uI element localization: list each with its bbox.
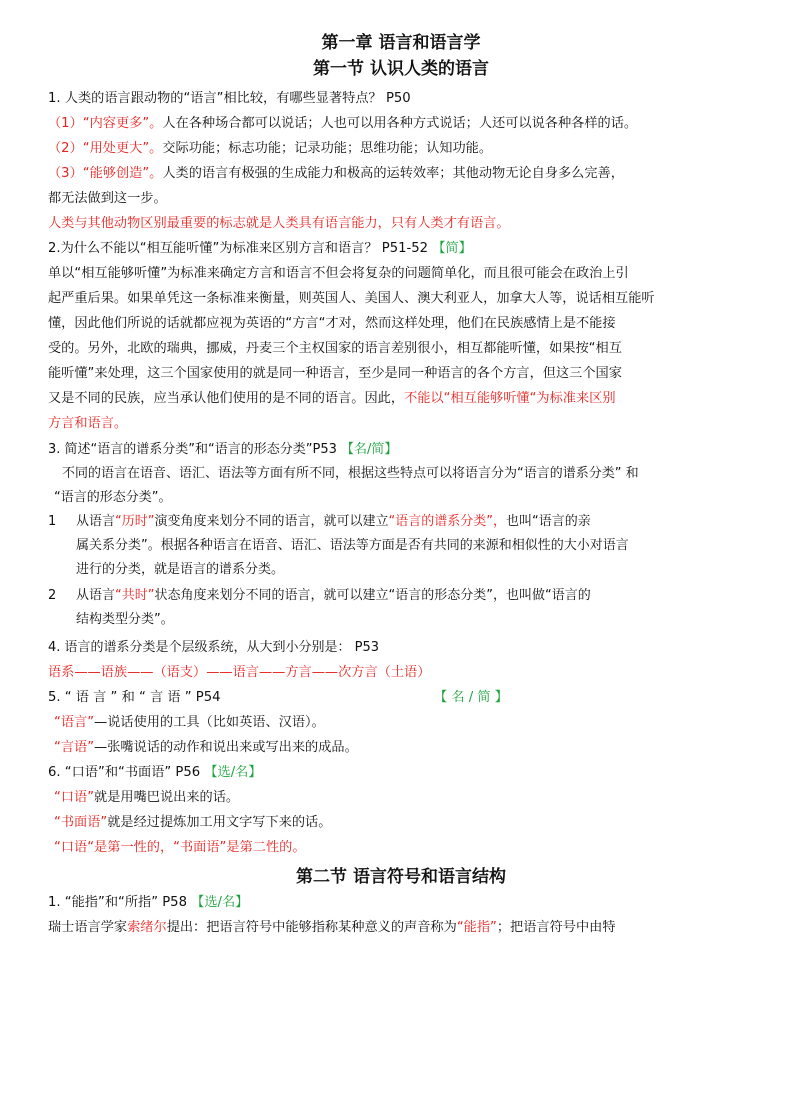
q1-point-3-cont: 都无法做到这一步。	[48, 191, 167, 206]
q5-def-a-text: —说话使用的工具（比如英语、汉语）。	[94, 715, 325, 730]
s2q1-text: 1. “能指”和“所指” P58	[48, 895, 192, 910]
section-title: 第二节 语言符号和语言结构	[296, 867, 506, 887]
s2q1-key: “能指”	[456, 920, 497, 935]
q1-point-3-key: （3）“能够创造”。	[48, 166, 163, 181]
q2-tag: 【简】	[432, 241, 472, 256]
q2-line6-text: 又是不同的民族，应当承认他们使用的是不同的语言。因此，	[48, 391, 405, 406]
q5-tag: 【 名 / 简 】	[434, 690, 508, 705]
q3-item-1-line2: 属关系分类”。根据各种语言在语音、语汇、语法等方面是否有共同的来源和相似性的大小对语言	[76, 538, 629, 553]
q3-item-2-text: 状态角度来划分不同的语言，就可以建立“语言的形态分类”，也叫做“语言的	[154, 588, 591, 603]
q1-point-1-text: 人在各种场合都可以说话；人也可以用各种方式说话；人还可以说各种各样的话。	[162, 116, 638, 131]
s2q1-answer-text: 瑞士语言学家	[48, 920, 128, 935]
q3-item-2-text: 从语言	[76, 588, 116, 603]
s2q1-answer-text: 提出：把语言符号中能够指称某种意义的声音称为	[166, 920, 457, 935]
q3-item-2-key: “共时”	[115, 588, 155, 603]
q3-item-1-text: 从语言	[76, 514, 116, 529]
q6-def-b-text: 就是经过提炼加工用文字写下来的话。	[107, 815, 332, 830]
q2-line: 受的。另外，北欧的瑞典，挪威，丹麦三个主权国家的语言差别很小，相互都能听懂，如果按“相互	[48, 341, 622, 356]
q1-point-2-text: 交际功能；标志功能；记录功能；思维功能；认知功能。	[162, 141, 493, 156]
q3-item-2	[48, 584, 754, 632]
q1-point-3	[48, 161, 754, 186]
q2-line: 懂，因此他们所说的话就都应视为英语的“方言“才对，然而这样处理，他们在民族感情上是不能接	[48, 316, 616, 331]
q4-answer: 语系——语族——（语支）——语言——方言——次方言（土语）	[48, 665, 431, 680]
q3-intro: 不同的语言在语音、语汇、语法等方面有所不同，根据这些特点可以将语言分为“语言的谱系分类” 和	[62, 466, 639, 481]
question-5	[48, 685, 754, 710]
q3-item-2-number: 2	[48, 588, 57, 603]
q5-def-b	[48, 735, 754, 760]
q6-def-a	[48, 785, 754, 810]
q2-line: 能听懂”来处理，这三个国家使用的就是同一种语言，至少是同一种语言的各个方言，但这三个国家	[48, 366, 622, 381]
q2-line: 起严重后果。如果单凭这一条标准来衡量，则英国人、美国人、澳大利亚人，加拿大人等，说话相互能听	[48, 291, 655, 306]
s2q1-answer-text: ；把语言符号中由特	[496, 920, 616, 935]
s2q1-tag: 【选/名】	[191, 895, 249, 910]
q6-def-a-text: 就是用嘴巴说出来的话。	[94, 790, 240, 805]
q2-text: 2.为什么不能以“相互能听懂”为标准来区别方言和语言？ P51-52	[48, 241, 433, 256]
q3-item-1-text: 演变角度来划分不同的语言，就可以建立	[154, 514, 389, 529]
q3-tag: 【名/简】	[341, 442, 398, 457]
s2q1-answer	[48, 915, 754, 940]
q3-intro-cont: “语言的形态分类”。	[54, 490, 172, 505]
q6-def-b	[48, 810, 754, 835]
q1-point-2-key: （2）“用处更大”。	[48, 141, 163, 156]
question-2	[48, 236, 754, 261]
q1-point-1	[48, 111, 754, 136]
q3-item-2-line2: 结构类型分类”。	[76, 612, 174, 627]
q3-item-1-text: 也叫“语言的亲	[506, 514, 591, 529]
q1-conclusion: 人类与其他动物区别最重要的标志就是人类具有语言能力，只有人类才有语言。	[48, 216, 510, 231]
s2q1-person-name: 索绪尔	[127, 920, 167, 935]
q3-item-1-key: “历时”	[115, 514, 155, 529]
q6-conclusion: “口语“是第一性的，“书面语”是第二性的。	[54, 840, 306, 855]
question-1: 1. 人类的语言跟动物的“语言”相比较，有哪些显著特点？ P50	[48, 91, 411, 106]
q2-line6-highlight: 不能以“相互能够听懂“为标准来区别	[404, 391, 616, 406]
q1-point-3-text: 人类的语言有极强的生成能力和极高的运转效率；其他动物无论自身多么完善，	[162, 166, 624, 181]
question-6	[48, 760, 754, 785]
q3-item-1-number: 1	[48, 514, 57, 529]
q6-text: 6. “口语”和“书面语” P56	[48, 765, 205, 780]
q5-def-a-key: “语言”	[54, 715, 95, 730]
q2-line	[48, 386, 754, 411]
document-page	[48, 30, 754, 940]
q3-item-1	[48, 510, 754, 582]
q3-text: 3. 简述“语言的谱系分类”和“语言的形态分类”P53	[48, 442, 341, 457]
q3-item-1-key2: “语言的谱系分类”，	[388, 514, 506, 529]
q6-tag: 【选/名】	[204, 765, 262, 780]
q1-point-2	[48, 136, 754, 161]
q1-point-1-key: （1）“内容更多”。	[48, 116, 163, 131]
q6-def-a-key: “口语”	[54, 790, 95, 805]
q5-text: 5. “ 语 言 ” 和 “ 言 语 ” P54	[48, 690, 221, 705]
q3-item-1-line3: 进行的分类，就是语言的谱系分类。	[76, 562, 285, 577]
question-3	[48, 438, 754, 462]
chapter-title: 第一章 语言和语言学	[321, 33, 481, 53]
q2-line: 单以“相互能够听懂”为标准来确定方言和语言不但会将复杂的问题简单化，而且很可能会在政治上引	[48, 266, 629, 281]
section-title: 第一节 认识人类的语言	[313, 59, 489, 79]
q6-def-b-key: “书面语”	[54, 815, 108, 830]
question-4: 4. 语言的谱系分类是个层级系统，从大到小分别是： P53	[48, 640, 380, 655]
s2-question-1	[48, 890, 754, 915]
q2-line: 方言和语言。	[48, 416, 128, 431]
q5-def-b-key: “言语”	[54, 740, 95, 755]
q5-def-a	[48, 710, 754, 735]
q5-def-b-text: —张嘴说话的动作和说出来或写出来的成品。	[94, 740, 358, 755]
